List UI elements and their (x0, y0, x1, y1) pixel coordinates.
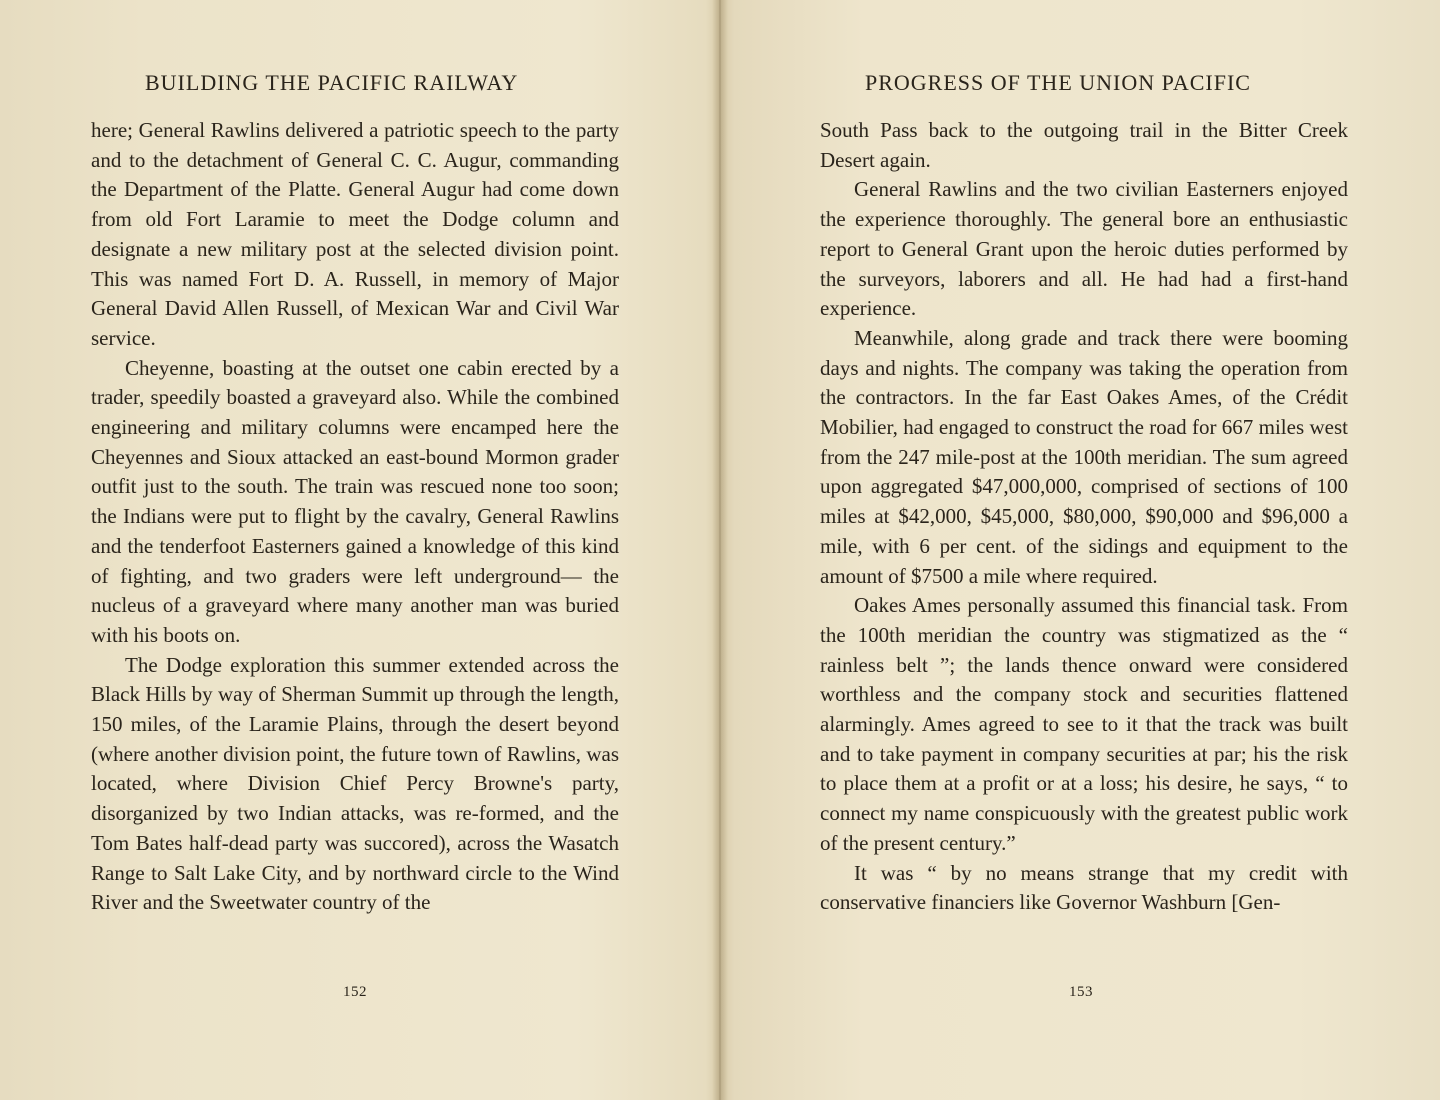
left-paragraph-2: Cheyenne, boasting at the outset one cabin erected by a trader, speedily boasted a graveyard also. While the combined engineering and military columns were encamped here the Cheyennes and Sioux attacked an east-bound Mormon grader outfit just to the south. The train was rescued none too soon; the Indians were put to flight by the cavalry, General Rawlins and the tenderfoot Easterners gained a knowledge of this kind of fighting, and two graders were left underground— the nucleus of a graveyard where many another man was buried with his boots on. (91, 355, 619, 647)
left-page (0, 0, 712, 1100)
left-paragraph-3: The Dodge exploration this summer extended across the Black Hills by way of Sherman Summit up through the length, 150 miles, of the Laramie Plains, through the desert beyond (where another division point, the future town of Rawlins, was located, where Division Chief Percy Browne's party, disorganized by two Indian attacks, was re-formed, and the Tom Bates half-dead party was succored), across the Wasatch Range to Salt Lake City, and by northward circle to the Wind River and the Sweetwater country of the (91, 652, 619, 915)
right-page-number: 153 (1069, 984, 1093, 1000)
right-paragraph-3: Meanwhile, along grade and track there were booming days and nights. The company was taking the operation from the contractors. In the far East Oakes Ames, of the Crédit Mobilier, had engaged to construct the road for 667 miles west from the 247 mile-post at the 100th meridian. The sum agreed upon aggregated $47,000,000, comprised of sections of 100 miles at $42,000, $45,000, $80,000, $90,000 and $96,000 a mile, with 6 per cent. of the sidings and equipment to the amount of $7500 a mile where required. (820, 325, 1348, 588)
right-running-head: PROGRESS OF THE UNION PACIFIC (865, 70, 1251, 95)
left-body-text (91, 116, 619, 918)
right-paragraph-1: South Pass back to the outgoing trail in the Bitter Creek Desert again. (820, 118, 1348, 172)
right-paragraph-2: General Rawlins and the two civilian Easterners enjoyed the experience thoroughly. The general bore an enthusiastic report to General Grant upon the heroic duties performed by the surveyors, laborers and all. He had had a first-hand experience. (820, 177, 1348, 321)
left-running-head: BUILDING THE PACIFIC RAILWAY (145, 70, 519, 95)
right-paragraph-4: Oakes Ames personally assumed this financial task. From the 100th meridian the country was stigmatized as the “ rainless belt ”; the lands thence onward were considered worthless and the company stock and securities flattened alarmingly. Ames agreed to see to it that the track was built and to take payment in company securities at par; his the risk to place them at a profit or at a loss; his desire, he says, “ to connect my name conspicuously with the greatest public work of the present century.” (820, 593, 1348, 855)
right-page (728, 0, 1440, 1100)
left-paragraph-1: here; General Rawlins delivered a patriotic speech to the party and to the detachment of General C. C. Augur, commanding the Department of the Platte. General Augur had come down from old Fort Laramie to meet the Dodge column and designate a new military post at the selected division point. This was named Fort D. A. Russell, in memory of Major General David Allen Russell, of Mexican War and Civil War service. (91, 118, 619, 350)
right-paragraph-5: It was “ by no means strange that my credit with conservative financiers like Governor Washburn [Gen- (820, 860, 1348, 915)
right-body-text (820, 116, 1348, 918)
book-gutter (712, 0, 728, 1100)
left-page-number: 152 (343, 984, 367, 1000)
